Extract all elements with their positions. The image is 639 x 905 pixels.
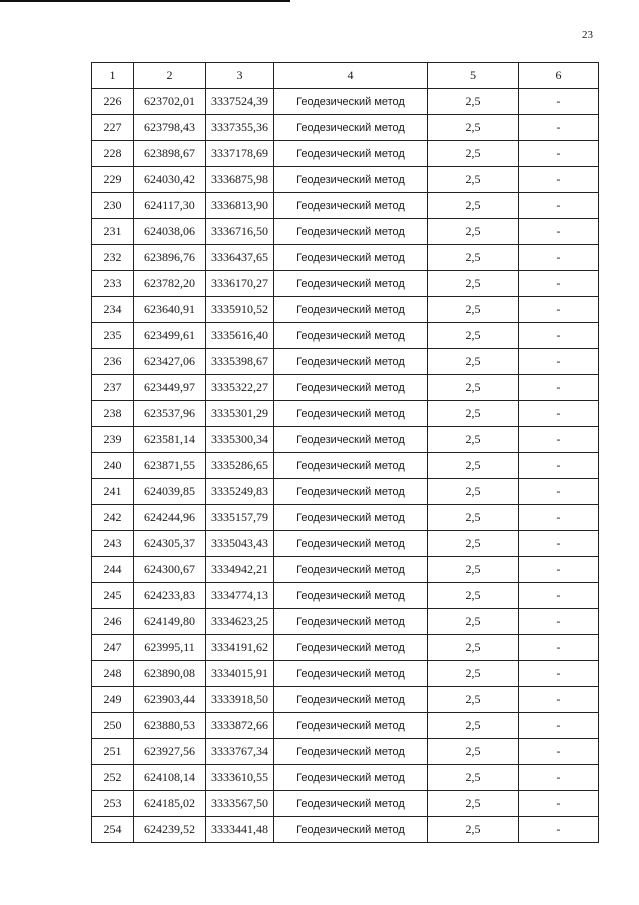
y-coordinate-cell: 3334942,21 [206,557,274,583]
point-number-cell: 251 [92,739,134,765]
point-number-cell: 237 [92,375,134,401]
accuracy-cell: 2,5 [428,89,519,115]
table-row [92,245,599,271]
table-row [92,687,599,713]
note-cell: - [519,557,599,583]
x-coordinate-cell: 623898,67 [134,141,206,167]
note-cell: - [519,427,599,453]
table-row [92,531,599,557]
method-cell: Геодезический метод [274,141,428,167]
table-row [92,271,599,297]
column-header-5: 5 [428,63,519,89]
accuracy-cell: 2,5 [428,141,519,167]
method-cell: Геодезический метод [274,219,428,245]
method-cell: Геодезический метод [274,375,428,401]
top-rule [0,0,290,2]
accuracy-cell: 2,5 [428,193,519,219]
note-cell: - [519,167,599,193]
point-number-cell: 244 [92,557,134,583]
point-number-cell: 226 [92,89,134,115]
accuracy-cell: 2,5 [428,349,519,375]
y-coordinate-cell: 3335322,27 [206,375,274,401]
point-number-cell: 236 [92,349,134,375]
method-cell: Геодезический метод [274,635,428,661]
accuracy-cell: 2,5 [428,115,519,141]
accuracy-cell: 2,5 [428,479,519,505]
accuracy-cell: 2,5 [428,557,519,583]
method-cell: Геодезический метод [274,713,428,739]
table-row [92,193,599,219]
method-cell: Геодезический метод [274,479,428,505]
note-cell: - [519,193,599,219]
point-number-cell: 252 [92,765,134,791]
accuracy-cell: 2,5 [428,713,519,739]
y-coordinate-cell: 3333610,55 [206,765,274,791]
table-header [92,63,599,89]
point-number-cell: 233 [92,271,134,297]
accuracy-cell: 2,5 [428,765,519,791]
method-cell: Геодезический метод [274,583,428,609]
y-coordinate-cell: 3336437,65 [206,245,274,271]
note-cell: - [519,375,599,401]
table-row [92,427,599,453]
note-cell: - [519,89,599,115]
point-number-cell: 231 [92,219,134,245]
x-coordinate-cell: 624233,83 [134,583,206,609]
y-coordinate-cell: 3335398,67 [206,349,274,375]
table-row [92,817,599,843]
point-number-cell: 238 [92,401,134,427]
y-coordinate-cell: 3334015,91 [206,661,274,687]
method-cell: Геодезический метод [274,115,428,141]
x-coordinate-cell: 624244,96 [134,505,206,531]
accuracy-cell: 2,5 [428,609,519,635]
accuracy-cell: 2,5 [428,583,519,609]
x-coordinate-cell: 623995,11 [134,635,206,661]
method-cell: Геодезический метод [274,297,428,323]
x-coordinate-cell: 623798,43 [134,115,206,141]
point-number-cell: 253 [92,791,134,817]
point-number-cell: 229 [92,167,134,193]
x-coordinate-cell: 624305,37 [134,531,206,557]
method-cell: Геодезический метод [274,505,428,531]
x-coordinate-cell: 623702,01 [134,89,206,115]
x-coordinate-cell: 623449,97 [134,375,206,401]
note-cell: - [519,583,599,609]
x-coordinate-cell: 623896,76 [134,245,206,271]
accuracy-cell: 2,5 [428,661,519,687]
y-coordinate-cell: 3335286,65 [206,453,274,479]
y-coordinate-cell: 3335910,52 [206,297,274,323]
note-cell: - [519,765,599,791]
table-row [92,349,599,375]
x-coordinate-cell: 624030,42 [134,167,206,193]
method-cell: Геодезический метод [274,609,428,635]
column-header-2: 2 [134,63,206,89]
y-coordinate-cell: 3334623,25 [206,609,274,635]
x-coordinate-cell: 623880,53 [134,713,206,739]
point-number-cell: 227 [92,115,134,141]
x-coordinate-cell: 623927,56 [134,739,206,765]
table-row [92,167,599,193]
column-header-4: 4 [274,63,428,89]
y-coordinate-cell: 3334191,62 [206,635,274,661]
table-row [92,583,599,609]
x-coordinate-cell: 624117,30 [134,193,206,219]
table-row [92,739,599,765]
x-coordinate-cell: 624149,80 [134,609,206,635]
table-row [92,505,599,531]
note-cell: - [519,271,599,297]
note-cell: - [519,297,599,323]
method-cell: Геодезический метод [274,271,428,297]
accuracy-cell: 2,5 [428,453,519,479]
column-header-1: 1 [92,63,134,89]
note-cell: - [519,713,599,739]
y-coordinate-cell: 3336813,90 [206,193,274,219]
method-cell: Геодезический метод [274,401,428,427]
method-cell: Геодезический метод [274,739,428,765]
accuracy-cell: 2,5 [428,401,519,427]
x-coordinate-cell: 623782,20 [134,271,206,297]
point-number-cell: 239 [92,427,134,453]
table-row [92,89,599,115]
accuracy-cell: 2,5 [428,271,519,297]
table-row [92,219,599,245]
y-coordinate-cell: 3334774,13 [206,583,274,609]
table-row [92,713,599,739]
method-cell: Геодезический метод [274,245,428,271]
y-coordinate-cell: 3336716,50 [206,219,274,245]
point-number-cell: 240 [92,453,134,479]
note-cell: - [519,791,599,817]
x-coordinate-cell: 623640,91 [134,297,206,323]
table-row [92,661,599,687]
note-cell: - [519,401,599,427]
x-coordinate-cell: 623537,96 [134,401,206,427]
method-cell: Геодезический метод [274,323,428,349]
table-row [92,297,599,323]
x-coordinate-cell: 624185,02 [134,791,206,817]
x-coordinate-cell: 623499,61 [134,323,206,349]
method-cell: Геодезический метод [274,427,428,453]
point-number-cell: 249 [92,687,134,713]
method-cell: Геодезический метод [274,453,428,479]
x-coordinate-cell: 624300,67 [134,557,206,583]
y-coordinate-cell: 3336170,27 [206,271,274,297]
point-number-cell: 230 [92,193,134,219]
note-cell: - [519,245,599,271]
table-row [92,635,599,661]
note-cell: - [519,661,599,687]
method-cell: Геодезический метод [274,687,428,713]
point-number-cell: 234 [92,297,134,323]
accuracy-cell: 2,5 [428,687,519,713]
note-cell: - [519,817,599,843]
x-coordinate-cell: 623581,14 [134,427,206,453]
point-number-cell: 232 [92,245,134,271]
note-cell: - [519,349,599,375]
note-cell: - [519,505,599,531]
table-row [92,323,599,349]
note-cell: - [519,115,599,141]
point-number-cell: 242 [92,505,134,531]
method-cell: Геодезический метод [274,661,428,687]
method-cell: Геодезический метод [274,817,428,843]
table-row [92,141,599,167]
accuracy-cell: 2,5 [428,817,519,843]
point-number-cell: 235 [92,323,134,349]
y-coordinate-cell: 3335157,79 [206,505,274,531]
y-coordinate-cell: 3333872,66 [206,713,274,739]
table-row [92,453,599,479]
accuracy-cell: 2,5 [428,297,519,323]
note-cell: - [519,609,599,635]
y-coordinate-cell: 3335616,40 [206,323,274,349]
accuracy-cell: 2,5 [428,167,519,193]
note-cell: - [519,531,599,557]
x-coordinate-cell: 623903,44 [134,687,206,713]
point-number-cell: 247 [92,635,134,661]
point-number-cell: 245 [92,583,134,609]
point-number-cell: 243 [92,531,134,557]
accuracy-cell: 2,5 [428,505,519,531]
accuracy-cell: 2,5 [428,427,519,453]
accuracy-cell: 2,5 [428,739,519,765]
table-row [92,401,599,427]
y-coordinate-cell: 3337355,36 [206,115,274,141]
x-coordinate-cell: 624038,06 [134,219,206,245]
note-cell: - [519,687,599,713]
table-row [92,791,599,817]
method-cell: Геодезический метод [274,531,428,557]
note-cell: - [519,739,599,765]
column-header-6: 6 [519,63,599,89]
y-coordinate-cell: 3333441,48 [206,817,274,843]
accuracy-cell: 2,5 [428,375,519,401]
method-cell: Геодезический метод [274,193,428,219]
point-number-cell: 254 [92,817,134,843]
column-header-3: 3 [206,63,274,89]
note-cell: - [519,219,599,245]
y-coordinate-cell: 3333567,50 [206,791,274,817]
accuracy-cell: 2,5 [428,531,519,557]
point-number-cell: 246 [92,609,134,635]
accuracy-cell: 2,5 [428,245,519,271]
x-coordinate-cell: 623890,08 [134,661,206,687]
y-coordinate-cell: 3336875,98 [206,167,274,193]
y-coordinate-cell: 3335249,83 [206,479,274,505]
note-cell: - [519,453,599,479]
note-cell: - [519,323,599,349]
coordinates-table [91,62,599,843]
note-cell: - [519,635,599,661]
x-coordinate-cell: 624108,14 [134,765,206,791]
method-cell: Геодезический метод [274,791,428,817]
note-cell: - [519,479,599,505]
x-coordinate-cell: 623427,06 [134,349,206,375]
page-number: 23 [582,29,593,41]
table-row [92,115,599,141]
accuracy-cell: 2,5 [428,635,519,661]
point-number-cell: 250 [92,713,134,739]
accuracy-cell: 2,5 [428,323,519,349]
x-coordinate-cell: 624039,85 [134,479,206,505]
table-row [92,557,599,583]
y-coordinate-cell: 3337524,39 [206,89,274,115]
point-number-cell: 248 [92,661,134,687]
y-coordinate-cell: 3335043,43 [206,531,274,557]
table-body [92,89,599,843]
accuracy-cell: 2,5 [428,219,519,245]
accuracy-cell: 2,5 [428,791,519,817]
method-cell: Геодезический метод [274,89,428,115]
y-coordinate-cell: 3333767,34 [206,739,274,765]
method-cell: Геодезический метод [274,765,428,791]
y-coordinate-cell: 3335300,34 [206,427,274,453]
table-row [92,479,599,505]
table-row [92,375,599,401]
y-coordinate-cell: 3333918,50 [206,687,274,713]
method-cell: Геодезический метод [274,349,428,375]
method-cell: Геодезический метод [274,167,428,193]
y-coordinate-cell: 3337178,69 [206,141,274,167]
table-row [92,609,599,635]
header-row [92,63,599,89]
x-coordinate-cell: 623871,55 [134,453,206,479]
point-number-cell: 241 [92,479,134,505]
table-row [92,765,599,791]
point-number-cell: 228 [92,141,134,167]
method-cell: Геодезический метод [274,557,428,583]
note-cell: - [519,141,599,167]
y-coordinate-cell: 3335301,29 [206,401,274,427]
x-coordinate-cell: 624239,52 [134,817,206,843]
